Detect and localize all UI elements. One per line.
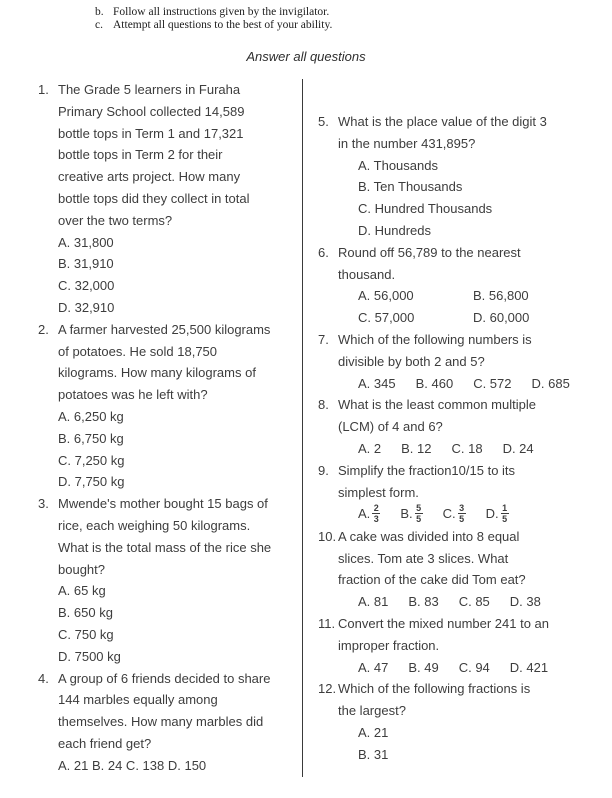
answer-options [58, 232, 296, 319]
answer-options [338, 373, 588, 395]
question-body [58, 319, 296, 493]
answer-options [338, 722, 588, 766]
question-text-line: (LCM) of 4 and 6? [338, 419, 443, 435]
answer-option: D. 421 [509, 659, 549, 675]
question-1 [38, 79, 296, 319]
question-12 [318, 678, 588, 765]
question-text-line: What is the place value of the digit 3 [338, 114, 547, 129]
question-body [338, 460, 588, 526]
question-text-line: What is the total mass of the rice she [58, 539, 272, 555]
question-text [338, 526, 588, 591]
question-number: 3. [38, 496, 49, 512]
question-text-line: bottle tops in Term 1 and 17,321 [58, 125, 244, 141]
question-body [338, 242, 588, 329]
right-column [303, 111, 588, 777]
question-2 [38, 319, 296, 493]
answer-option: B. 12 [401, 440, 432, 456]
question-text-line: 144 marbles equally among [58, 692, 218, 708]
question-text-line: fraction of the cake did Tom eat? [338, 572, 526, 588]
question-body [338, 329, 588, 394]
question-text-line: bottle tops did they collect in total [58, 190, 250, 206]
answer-option: D. 24 [502, 440, 534, 456]
answer-option: B. 49 [408, 659, 439, 675]
question-body [58, 493, 296, 667]
question-text-line: kilograms. How many kilograms of [58, 365, 256, 381]
answer-option: A. 47 [358, 659, 389, 675]
question-text [58, 668, 296, 755]
answer-options [58, 580, 296, 667]
answer-option: A. Thousands [358, 157, 438, 173]
instruction-label: c. [95, 18, 103, 31]
question-text [58, 79, 296, 232]
question-number: 2. [38, 321, 49, 337]
question-number: 11. [318, 615, 336, 631]
question-text-line: Which of the following numbers is [338, 331, 532, 347]
question-text-line: Round off 56,789 to the nearest [338, 244, 521, 260]
answer-option: B. 56,800 [473, 288, 529, 304]
question-number: 7. [318, 331, 329, 347]
answer-option: A. 21 B. 24 C. 138 D. 150 [58, 757, 207, 773]
answer-option: A. 31,800 [58, 234, 114, 250]
question-text [338, 394, 588, 438]
question-text-line: bottle tops in Term 2 for their [58, 147, 223, 163]
question-text-line: the largest? [338, 703, 406, 719]
question-number: 10. [318, 528, 337, 544]
answer-options [338, 657, 588, 679]
answer-option: A. 2 [358, 440, 382, 456]
answer-options [338, 591, 588, 613]
question-body [58, 79, 296, 319]
answer-option: B. 6,750 kg [58, 430, 124, 446]
question-4 [38, 668, 296, 777]
fraction-denominator: 5 [502, 514, 508, 525]
question-text-line: thousand. [338, 266, 396, 282]
question-text-line: creative arts project. How many [58, 169, 241, 185]
question-text [338, 329, 588, 373]
question-number: 12. [318, 681, 337, 697]
answer-option: C. 7,250 kg [58, 452, 125, 468]
answer-option: A. 6,250 kg [58, 408, 124, 424]
answer-options [58, 406, 296, 493]
fraction [501, 503, 509, 525]
question-5 [318, 111, 588, 242]
answer-option: A. 81 [358, 594, 389, 610]
answer-option: A. 65 kg [58, 583, 106, 599]
answer-option: A. 21 [358, 724, 389, 740]
question-text-line: bought? [58, 561, 105, 577]
answer-options [338, 503, 588, 525]
answer-options [338, 285, 588, 329]
answer-option: D. Hundreds [358, 222, 431, 238]
fraction-numerator: 5 [416, 503, 422, 514]
question-number: 8. [318, 397, 329, 413]
fraction-numerator: 1 [502, 503, 508, 514]
answer-option: A. 56,000 [358, 288, 414, 304]
question-6 [318, 242, 588, 329]
question-text-line: potatoes was he left with? [58, 387, 208, 403]
question-text-line: Simplify the fraction10/15 to its [338, 462, 516, 478]
answer-option: B. Ten Thousands [358, 179, 463, 195]
answer-option: B. 31,910 [58, 256, 114, 272]
general-instructions [95, 6, 612, 31]
question-number: 4. [38, 670, 49, 686]
question-text [338, 111, 588, 155]
instruction-item-c [95, 19, 612, 32]
question-text-line: A cake was divided into 8 equal [338, 528, 520, 544]
question-text-line: of potatoes. He sold 18,750 [58, 343, 218, 359]
answer-options [338, 438, 588, 460]
fraction-numerator: 2 [373, 503, 379, 514]
instruction-text: Follow all instructions given by the invigilator. [113, 6, 330, 18]
answer-option: C. Hundred Thousands [358, 201, 493, 217]
answer-option: D. 685 [531, 375, 570, 391]
answer-option [443, 503, 466, 525]
answer-option: D. 32,910 [58, 299, 115, 315]
option-label: A. [358, 506, 371, 522]
question-text-line: A farmer harvested 25,500 kilograms [58, 321, 271, 337]
answer-option: C. 57,000 [358, 310, 415, 326]
question-body [338, 394, 588, 459]
question-text-line: The Grade 5 learners in Furaha [58, 82, 241, 97]
question-text-line: slices. Tom ate 3 slices. What [338, 550, 509, 566]
fraction-denominator: 5 [416, 514, 422, 525]
question-number: 6. [318, 244, 329, 260]
instruction-label: b. [95, 6, 104, 18]
fraction-numerator: 3 [459, 503, 465, 514]
question-3 [38, 493, 296, 667]
question-7 [318, 329, 588, 394]
question-10 [318, 526, 588, 613]
answer-option: D. 38 [509, 594, 541, 610]
left-column [38, 79, 302, 777]
answer-option [358, 503, 380, 525]
question-text [338, 242, 588, 286]
option-label: C. [442, 506, 456, 522]
question-body [58, 668, 296, 777]
fraction-denominator: 5 [459, 514, 465, 525]
question-body [338, 526, 588, 613]
section-title: Answer all questions [246, 49, 366, 64]
question-text-line: rice, each weighing 50 kilograms. [58, 517, 251, 533]
answer-option [486, 503, 509, 525]
exam-paper-page [0, 6, 612, 777]
question-text-line: Primary School collected 14,589 [58, 103, 245, 119]
question-text-line: Convert the mixed number 241 to an [338, 615, 550, 631]
answer-option: B. 650 kg [58, 605, 113, 621]
answer-option: D. 7500 kg [58, 648, 121, 664]
question-text-line: over the two terms? [58, 212, 173, 228]
option-label: D. [485, 506, 499, 522]
question-8 [318, 394, 588, 459]
question-text-line: in the number 431,895? [338, 135, 476, 151]
answer-option: D. 7,750 kg [58, 474, 125, 490]
question-text-line: improper fraction. [338, 637, 440, 653]
question-body [338, 111, 588, 242]
question-text-line: simplest form. [338, 484, 419, 500]
question-9 [318, 460, 588, 526]
option-label: B. [400, 506, 413, 522]
question-number: 5. [318, 114, 329, 129]
question-number: 1. [38, 82, 49, 97]
answer-option: A. 345 [358, 375, 396, 391]
answer-option: D. 60,000 [473, 310, 530, 326]
instruction-text: Attempt all questions to the best of your ability. [113, 18, 333, 31]
question-text-line: What is the least common multiple [338, 397, 536, 413]
answer-option: C. 750 kg [58, 626, 114, 642]
question-text [58, 319, 296, 406]
question-body [338, 678, 588, 765]
two-column-layout [0, 79, 612, 777]
question-text-line: Mwende's mother bought 15 bags of [58, 496, 268, 512]
question-text-line: each friend get? [58, 735, 152, 751]
question-text [338, 613, 588, 657]
question-text-line: divisible by both 2 and 5? [338, 353, 485, 369]
fraction [458, 503, 466, 525]
question-text-line: Which of the following fractions is [338, 681, 531, 697]
fraction [415, 503, 423, 525]
answer-option: C. 18 [451, 440, 483, 456]
question-text-line: A group of 6 friends decided to share [58, 670, 271, 686]
question-text [58, 493, 296, 580]
answer-options [58, 755, 296, 777]
answer-option [400, 503, 422, 525]
question-number: 9. [318, 462, 329, 478]
question-text [338, 460, 588, 504]
answer-option: C. 94 [458, 659, 490, 675]
question-11 [318, 613, 588, 678]
question-text-line: themselves. How many marbles did [58, 714, 264, 730]
question-body [338, 613, 588, 678]
answer-options [338, 155, 588, 242]
answer-option: B. 31 [358, 746, 389, 762]
instruction-item-b [95, 6, 612, 19]
answer-option: B. 460 [415, 375, 454, 391]
answer-option: C. 572 [473, 375, 512, 391]
answer-option: C. 85 [458, 594, 490, 610]
answer-option: B. 83 [408, 594, 439, 610]
fraction-denominator: 3 [373, 514, 379, 525]
question-text [338, 678, 588, 722]
answer-option: C. 32,000 [58, 278, 115, 294]
fraction [372, 503, 380, 525]
